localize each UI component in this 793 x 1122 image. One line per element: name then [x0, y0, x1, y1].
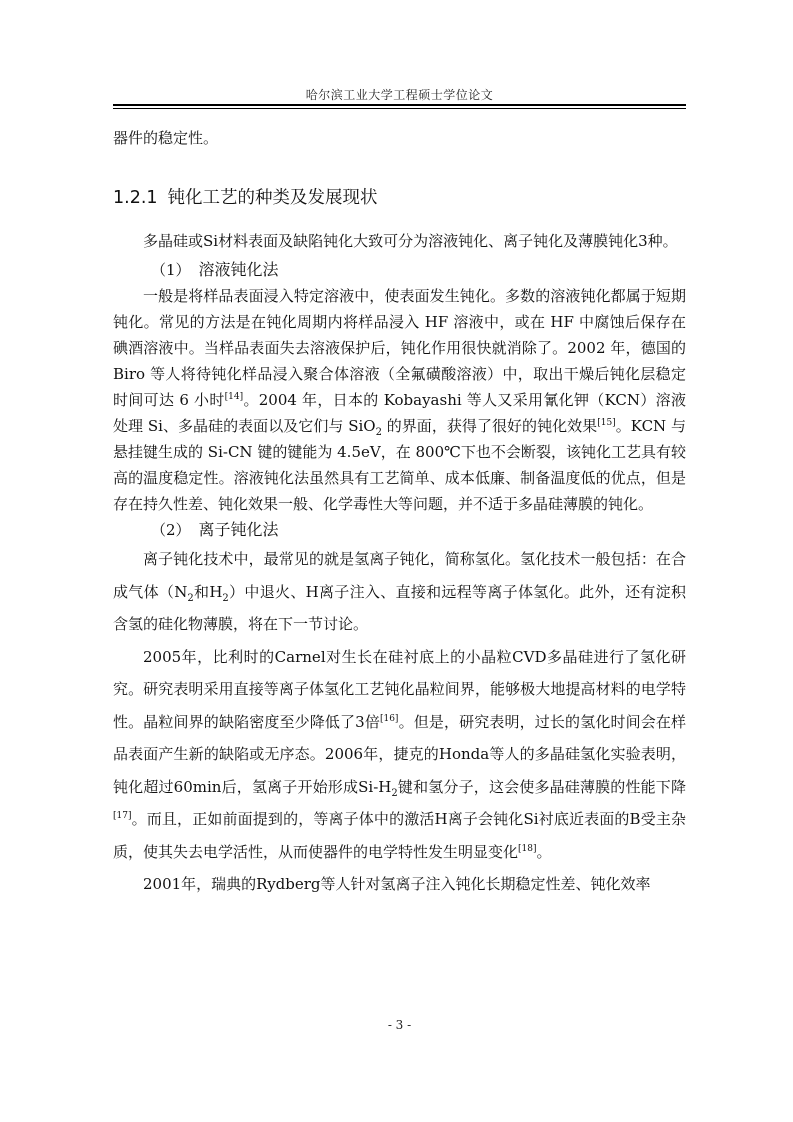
citation: [15] — [597, 418, 616, 428]
page-body — [113, 122, 686, 901]
citation: [14] — [224, 392, 244, 402]
running-header: 哈尔滨工业大学工程硕士学位论文 — [305, 88, 494, 102]
text-run: ）中退火、H离子注入、直接和远程等离子体氢化。此外，还有淀积含氢的硅化物薄膜，将在下一节讨论。 — [113, 582, 686, 633]
subheading-ion — [113, 517, 686, 543]
section-title: 钝化工艺的种类及发展现状 — [167, 187, 378, 208]
text-run: 一般是将样品表面浸入特定溶液中，使表面发生钝化。多数的溶液钝化都属于短期钝化。常见的方法是在钝化周期内将样品浸入 HF 溶液中，或在 HF 中腐蚀后保存在碘酒溶液中。当样品表面失去溶液保护后，钝化作用很快就消除了。2002 年，德国的 Biro 等人将待钝化样品浸入聚合体溶液（全氟磺酸溶液）中，取出干燥后钝化层稳定时间可达 6 小时 — [113, 287, 686, 409]
citation: [16] — [379, 713, 399, 724]
subheading-number: （1） — [151, 261, 191, 279]
paragraph-rydberg: 2001年，瑞典的Rydberg等人针对氢离子注入钝化长期稳定性差、钝化效率 — [143, 875, 651, 893]
text-run: 。KCN 与悬挂键生成的 Si-CN 键的键能为 4.5eV，在 800℃下也不会断裂，该钝化工艺具有较高的温度稳定性。溶液钝化法虽然具有工艺简单、成本低廉、制备温度低的优点，但是存在持久性差、钝化效果一般、化学毒性大等问题，并不适于多晶硅薄膜的钝化。 — [113, 417, 686, 513]
section-heading — [113, 183, 686, 213]
section-number: 1.2.1 — [113, 187, 158, 208]
citation: [18] — [518, 843, 537, 854]
text-run: 2005年，比利时的Carnel对生长在硅衬底上的小晶粒CVD多晶硅进行了氢化研究。研究表明采用直接等离子体氢化工艺钝化晶粒间界，能够极大地提高材料的电学特性。晶粒间界的缺陷密度至少降低了3倍 — [113, 647, 686, 731]
paragraph-ion — [113, 543, 686, 641]
text-run: 的界面，获得了很好的钝化效果 — [381, 417, 598, 435]
text-run: 。但是，研究表明，过长的氢化时间会在样品表面产生新的缺陷或无序态。2006年，捷克的Honda等人的多晶硅氢化实验表明，钝化超过60min后，氢离子开始形成Si-H — [113, 712, 686, 796]
text-run: 。 — [536, 842, 552, 861]
citation: [17] — [113, 811, 132, 821]
paragraph-continuation: 器件的稳定性。 — [113, 129, 219, 147]
page-number: - 3 - — [387, 1018, 412, 1032]
paragraph-solution — [113, 283, 686, 517]
subscript: 2 — [222, 592, 229, 604]
subscript: 2 — [375, 427, 382, 438]
text-run: 键和氢分子，这会使多晶硅薄膜的性能下降 — [397, 777, 686, 796]
subheading-number: （2） — [151, 521, 191, 539]
subheading-title: 溶液钝化法 — [198, 260, 279, 279]
text-run: 离子钝化技术中，最常见的就是氢离子钝化，简称氢化。氢化技术一般包括：在合成气体（N — [113, 550, 686, 601]
paragraph-intro: 多晶硅或Si材料表面及缺陷钝化大致可分为溶液钝化、离子钝化及薄膜钝化3种。 — [143, 231, 678, 250]
text-run: 。而且，正如前面提到的，等离子体中的激活H离子会钝化Si衬底近表面的B受主杂质，使其失去电学活性，从而使器件的电学特性发生明显变化 — [113, 810, 686, 861]
text-run: 。2004 年，日本的 Kobayashi 等人又采用氰化钾（KCN）溶液处理 Si、多晶硅的表面以及它们与 SiO — [113, 391, 686, 435]
subheading-title: 离子钝化法 — [198, 520, 279, 539]
header-rule-thin — [113, 108, 686, 109]
subheading-solution — [113, 257, 686, 283]
header-rule-thick — [113, 104, 686, 106]
paragraph-carnel — [113, 641, 686, 869]
subscript: 2 — [391, 787, 398, 799]
subscript: 2 — [187, 592, 194, 604]
text-run: 和H — [193, 582, 223, 601]
